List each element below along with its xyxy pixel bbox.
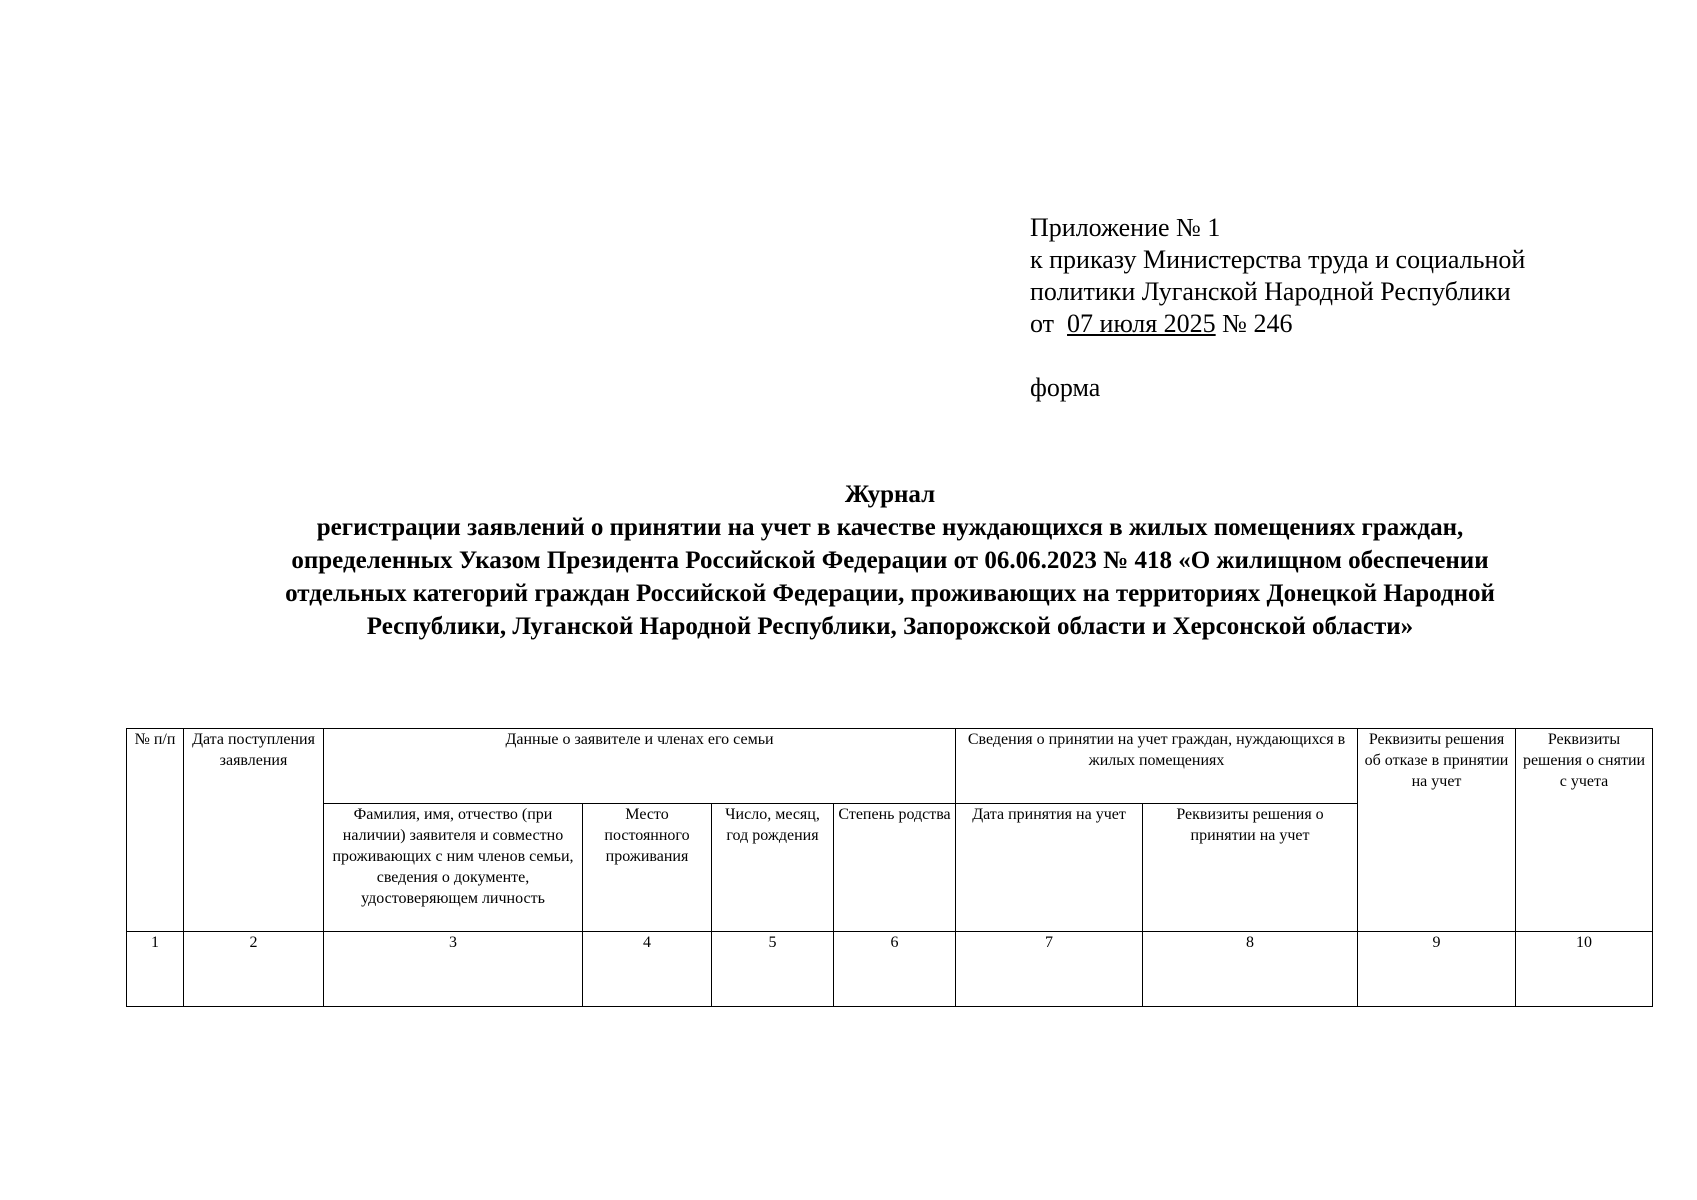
journal-table <box>126 728 1653 1007</box>
form-label: форма <box>1030 373 1101 402</box>
header-row-1 <box>127 729 1653 804</box>
column-number-row <box>127 932 1653 1007</box>
header-refusal-details: Реквизиты решения об отказе в принятии на учет <box>1358 729 1516 932</box>
column-number: 6 <box>834 932 956 1007</box>
subheader-kinship: Степень родства <box>834 804 956 932</box>
column-number: 2 <box>184 932 324 1007</box>
column-number: 1 <box>127 932 184 1007</box>
subheader-registration-date: Дата принятия на учет <box>956 804 1143 932</box>
appendix-date-prefix: от <box>1030 309 1055 338</box>
appendix-block <box>1030 212 1525 404</box>
document-title <box>140 478 1640 643</box>
header-applicant-group: Данные о заявителе и членах его семьи <box>324 729 956 804</box>
column-number: 9 <box>1358 932 1516 1007</box>
subheader-full-name: Фамилия, имя, отчество (при наличии) заявителя и совместно проживающих с ним членов семьи, сведения о документе, удостоверяющем личность <box>324 804 583 932</box>
appendix-ministry: политики Луганской Народной Республики <box>1030 277 1511 306</box>
appendix-order-ref: к приказу Министерства труда и социальной <box>1030 245 1526 274</box>
title-line-5: Республики, Луганской Народной Республики, Запорожской области и Херсонской области» <box>366 613 1414 640</box>
appendix-date: 07 июля 2025 <box>1067 309 1216 338</box>
subheader-birth-date: Число, месяц, год рождения <box>712 804 834 932</box>
column-number: 8 <box>1143 932 1358 1007</box>
column-number: 3 <box>324 932 583 1007</box>
title-line-2: регистрации заявлений о принятии на учет в качестве нуждающихся в жилых помещениях граждан, <box>316 514 1464 541</box>
title-line-4: отдельных категорий граждан Российской Федерации, проживающих на территориях Донецкой Народной <box>285 580 1495 607</box>
subheader-residence: Место постоянного проживания <box>583 804 712 932</box>
column-number: 10 <box>1516 932 1653 1007</box>
column-number: 7 <box>956 932 1143 1007</box>
header-removal-details: Реквизиты решения о снятии с учета <box>1516 729 1653 932</box>
subheader-registration-decision: Реквизиты решения о принятии на учет <box>1143 804 1358 932</box>
title-line-1: Журнал <box>844 481 936 508</box>
header-date-received: Дата поступления заявления <box>184 729 324 932</box>
column-number: 4 <box>583 932 712 1007</box>
header-registration-group: Сведения о принятии на учет граждан, нуждающихся в жилых помещениях <box>956 729 1358 804</box>
title-line-3: определенных Указом Президента Российской Федерации от 06.06.2023 № 418 «О жилищном обеспечении <box>291 547 1489 574</box>
appendix-date-line <box>1030 308 1525 340</box>
appendix-number: Приложение № 1 <box>1030 213 1221 242</box>
header-number: № п/п <box>127 729 184 932</box>
column-number: 5 <box>712 932 834 1007</box>
appendix-order-number: № 246 <box>1222 309 1293 338</box>
